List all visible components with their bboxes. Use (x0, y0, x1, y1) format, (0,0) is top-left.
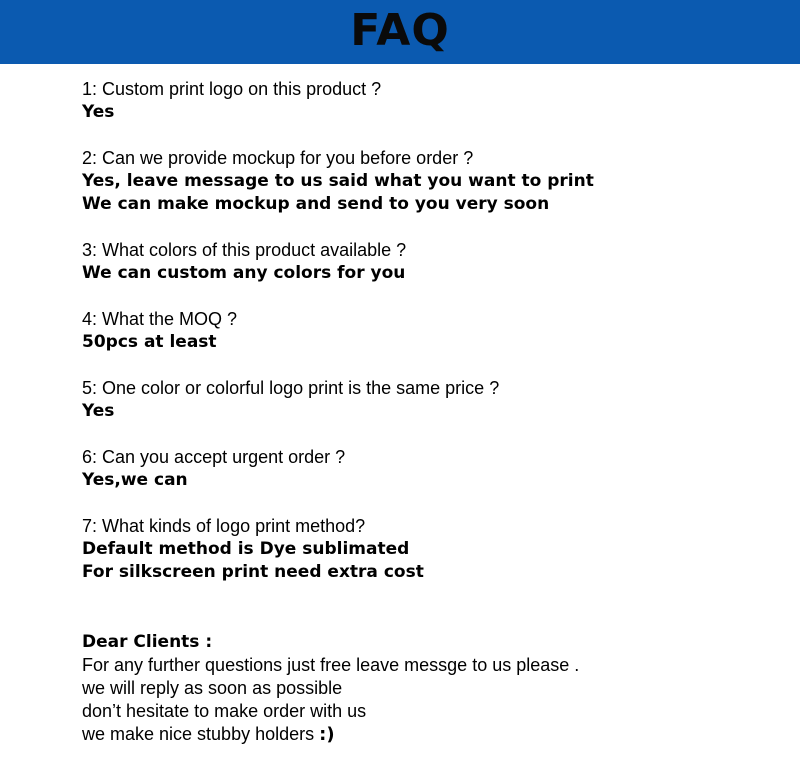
faq-item-4 (82, 308, 782, 354)
faq-question: 3: What colors of this product available ? (82, 240, 407, 260)
faq-question: 7: What kinds of logo print method? (82, 516, 366, 536)
faq-item-7 (82, 515, 782, 584)
faq-item-3 (82, 239, 782, 285)
faq-item-1 (82, 78, 782, 124)
faq-question: 2: Can we provide mockup for you before order ? (82, 148, 474, 168)
faq-question: 4: What the MOQ ? (82, 309, 238, 329)
faq-list (82, 78, 782, 607)
faq-item-2 (82, 147, 782, 216)
faq-answer: We can custom any colors for you (82, 263, 406, 283)
faq-question: 1: Custom print logo on this product ? (82, 79, 382, 99)
closing-heading: Dear Clients : (82, 632, 213, 652)
closing-line: don’t hesitate to make order with us (82, 701, 367, 721)
faq-answer: Yes,we can (82, 470, 188, 490)
faq-answer: Yes (82, 401, 115, 421)
faq-answer: Yes (82, 102, 115, 122)
smiley-emoticon: :) (319, 724, 335, 745)
faq-answer: Yes, leave message to us said what you want to print (82, 171, 594, 191)
faq-item-6 (82, 446, 782, 492)
closing-line-text: we make nice stubby holders (82, 724, 320, 744)
closing-note (82, 630, 782, 746)
faq-answer: We can make mockup and send to you very soon (82, 194, 550, 214)
closing-line-last (82, 723, 782, 746)
faq-item-5 (82, 377, 782, 423)
faq-question: 5: One color or colorful logo print is the same price ? (82, 378, 500, 398)
faq-answer: Default method is Dye sublimated (82, 539, 410, 559)
faq-answer: For silkscreen print need extra cost (82, 562, 424, 582)
closing-line: For any further questions just free leave messge to us please . (82, 655, 580, 675)
closing-line: we will reply as soon as possible (82, 678, 343, 698)
faq-question: 6: Can you accept urgent order ? (82, 447, 346, 467)
faq-answer: 50pcs at least (82, 332, 217, 352)
page-title: FAQ (350, 5, 450, 56)
